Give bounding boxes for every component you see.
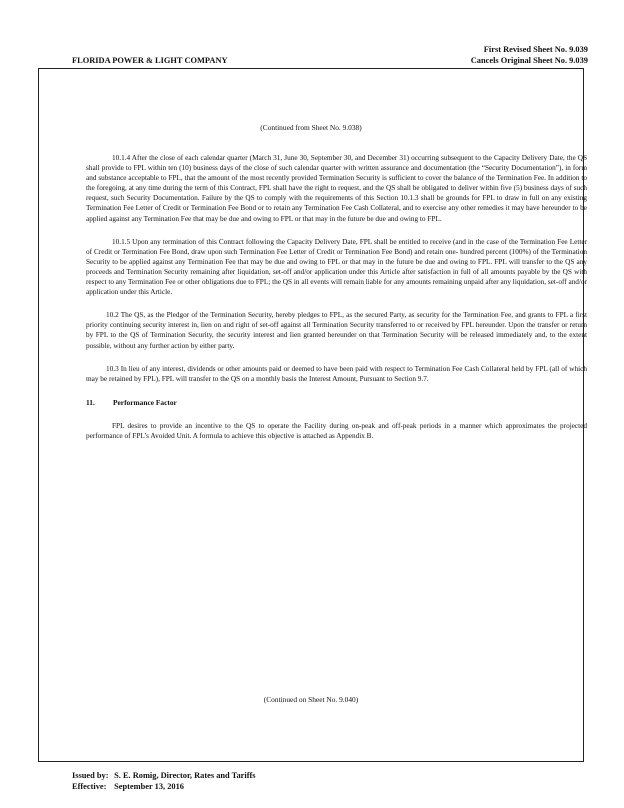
cancels-sheet-number: Cancels Original Sheet No. 9.039: [470, 56, 588, 65]
paragraph-10-1-5: 10.1.5 Upon any termination of this Contract following the Capacity Delivery Date, FPL shall be entitled to receive (and in the case of the Termination Fee Letter of Credit or Termination Fee Bond, draw upon such Termination Fee Letter of Credit or Termination Fee Bond) and retain one- hundred percent (100%) of the Termination Security to be applied against any Termination Fee that may be due and owing to FPL or that may in the future be due and owing to FPL. FPL will transfer to the QS any proceeds and Termination Security remaining after liquidation, set-off and/or application under this Article after satisfaction in full of all amounts payable by the QS with respect to any Termination Fee or other obligations due to FPL; the QS in all events will remain liable for any amounts remaining unpaid after any liquidation, set-off and/or application under this Article.: [86, 237, 587, 297]
document-frame: [38, 68, 587, 762]
section-heading: [86, 398, 587, 408]
issued-by-label: Issued by:: [72, 771, 109, 780]
paragraph-11: FPL desires to provide an incentive to the QS to operate the Facility during on-peak and off-peak periods in a manner which approximates the projected performance of FPL’s Avoided Unit. A formula to achieve this objective is attached as Appendix B.: [86, 421, 587, 440]
issuance-footer: [72, 770, 256, 792]
continued-from-note: (Continued from Sheet No. 9.038): [260, 123, 362, 132]
company-name: FLORIDA POWER & LIGHT COMPANY: [72, 56, 228, 65]
document-body: [86, 153, 587, 454]
issued-by-value: S. E. Romig, Director, Rates and Tariffs: [114, 771, 256, 780]
continued-on-note: (Continued on Sheet No. 9.040): [263, 695, 359, 704]
sheet-number-block: [471, 44, 588, 66]
section-number: 11.: [86, 397, 95, 407]
effective-value: September 13, 2016: [114, 782, 184, 791]
section-title: Performance Factor: [113, 397, 177, 407]
paragraph-10-2: 10.2 The QS, as the Pledgor of the Termination Security, hereby pledges to FPL, as the secured Party, as security for the Termination Fee, and grants to FPL a first priority continuing security interest in, lien on and right of set-off against all Termination Security transferred to or received by FPL hereunder. Upon the transfer or return by FPL to the QS of Termination Security, the security interest and lien granted hereunder on that Termination Security will be released immediately and, to the extent possible, without any further action by either party.: [86, 311, 587, 350]
paragraph-10-3: 10.3 In lieu of any interest, dividends or other amounts paid or deemed to have been paid with respect to Termination Fee Cash Collateral held by FPL (all of which may be retained by FPL), FPL will transfer to the QS on a monthly basis the Interest Amount, Pursuant to Section 9.7.: [86, 364, 587, 383]
paragraph-10-1-4: 10.1.4 After the close of each calendar quarter (March 31, June 30, September 30, and December 31) occurring subsequent to the Capacity Delivery Date, the QS shall provide to FPL within ten (10) business days of the close of such calendar quarter with written assurance and documentation (the “Security Documentation”), in form and substance acceptable to FPL, that the amount of the most recently provided Termination Security is sufficient to cover the balance of the Termination Fee. In addition to the foregoing, at any time during the term of this Contract, FPL shall have the right to request, and the QS shall be obligated to deliver within five (5) business days of such request, such Security Documentation. Failure by the QS to comply with the requirements of this Section 10.1.3 shall be grounds for FPL to draw in full on any existing Termination Fee Letter of Credit or Termination Fee Bond or to retain any Termination Fee Cash Collateral, and to exercise any other remedies it may have hereunder to be applied against any Termination Fee that may be due and owing to FPL or that may in the future be due and owing to FPL.: [86, 154, 587, 223]
issued-by-line: [72, 770, 256, 781]
effective-line: [72, 781, 256, 792]
effective-label: Effective:: [72, 782, 107, 791]
revised-sheet-number: First Revised Sheet No. 9.039: [483, 45, 588, 54]
